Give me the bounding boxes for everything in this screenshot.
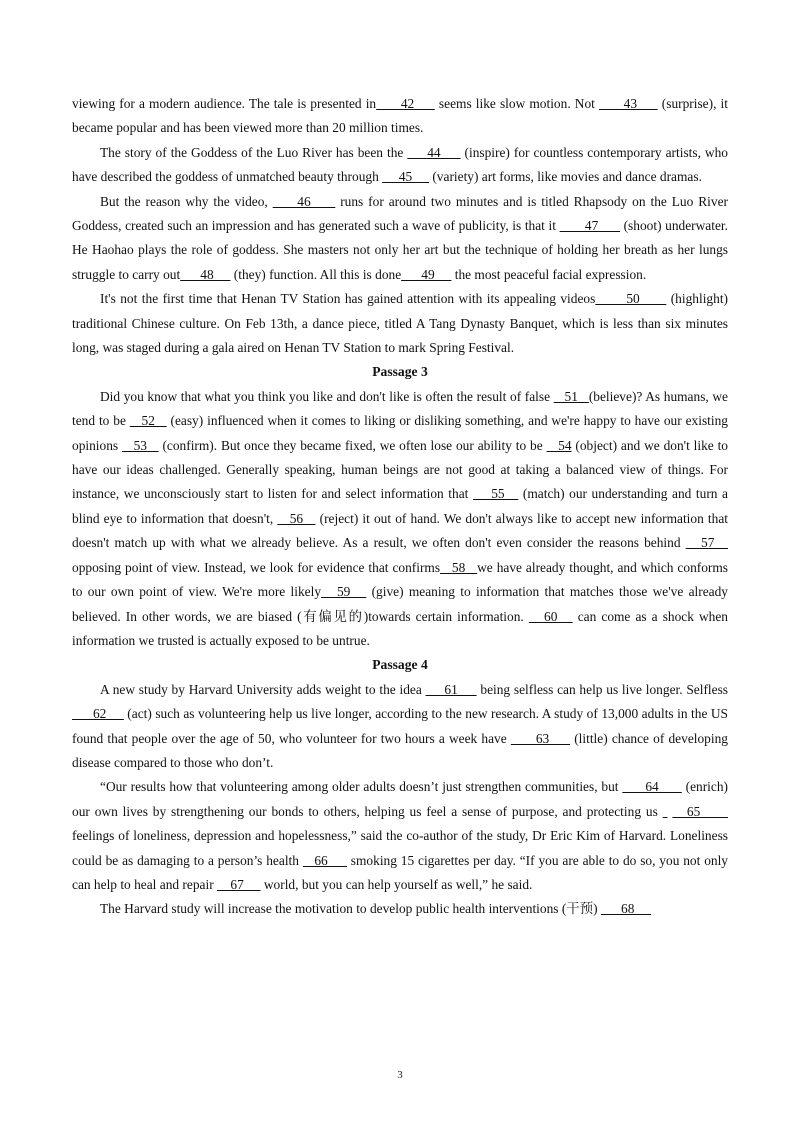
text-run: (enrich) our own lives by strengthening our bonds to others, helping us feel a sense of purpose, and protecting us [72, 779, 728, 819]
answer-blank[interactable]: 56 [277, 510, 316, 526]
text-run: The Harvard study will increase the motivation to develop public health interventions (干预) [100, 901, 601, 917]
paragraph [72, 897, 728, 921]
text-run: (object) and we don't like to have our ideas challenged. Generally speaking, human beings are not good at taking a balanced view of things. For instance, we unconsciously start to listen for and select information that [72, 437, 729, 502]
text-run: smoking 15 cigarettes per day. “If you are able to do so, you not only can help to heal and repair [72, 852, 728, 892]
text-run: (little) chance of developing disease compared to those who don’t. [72, 730, 728, 770]
answer-blank[interactable]: 55 [472, 486, 519, 502]
text-run: (shoot) underwater. He Haohao plays the role of goddess. She masters not only her art but the technique of holding her breath as her lungs struggle to carry out [72, 218, 728, 282]
text-run: (give) meaning to information that matches those we've already believed. In other words, we are biased (有偏见的)towards certain information. [72, 584, 728, 624]
text-run: (variety) art forms, like movies and dance dramas. [429, 169, 702, 185]
answer-blank[interactable]: 45 [382, 169, 429, 185]
text-run: (highlight) traditional Chinese culture. On Feb 13th, a dance piece, titled A Tang Dynasty Banquet, which is less than six minutes long, was staged during a gala aired on Henan TV Station to mark Spring Festival. [72, 291, 729, 356]
text-run: Did you know that what you think you like and don't like is often the result of false [100, 388, 554, 404]
answer-blank[interactable] [663, 804, 668, 819]
passage-heading: Passage 4 [372, 657, 428, 673]
text-run: (reject) it out of hand. We don't always like to accept new information that doesn't match up with what we already believe. As a result, we often don't even consider the reasons behind [72, 510, 728, 551]
text-run: viewing for a modern audience. The tale is presented in [72, 96, 377, 111]
text-run: (they) function. All this is done [230, 266, 402, 282]
answer-blank[interactable]: 63 [510, 730, 571, 746]
answer-blank[interactable]: 65 [672, 803, 728, 819]
answer-blank[interactable]: 49 [401, 266, 452, 282]
text-run: world, but you can help yourself as well,” he said. [260, 876, 533, 892]
answer-blank[interactable]: 44 [407, 144, 461, 160]
text-run: (confirm). But once they became fixed, we often lose our ability to be [158, 437, 547, 453]
text-run: A new study by Harvard University adds weight to the idea [100, 681, 426, 697]
paragraph [72, 775, 728, 897]
answer-blank[interactable]: 57 [685, 535, 728, 551]
answer-blank[interactable]: 58 [440, 559, 478, 575]
paragraph [72, 92, 728, 141]
text-run: seems like slow motion. Not [434, 96, 599, 111]
answer-blank[interactable]: 48 [180, 266, 231, 282]
answer-blank[interactable]: 67 [217, 876, 261, 892]
answer-blank[interactable]: 42 [376, 96, 435, 111]
text-run: (inspire) for countless contemporary artists, who have described the goddess of unmatched beauty through [72, 144, 728, 185]
text-run: we have already thought, and which conforms to our own point of view. We're more likely [72, 559, 729, 600]
answer-blank[interactable]: 50 [595, 291, 667, 307]
answer-blank[interactable]: 52 [129, 413, 167, 429]
text-run: (believe)? As humans, we tend to be [72, 388, 728, 429]
paragraph [72, 678, 728, 776]
paragraph [72, 141, 728, 190]
text-run: being selfless can help us live longer. Selfless [476, 681, 729, 697]
answer-blank[interactable]: 68 [600, 901, 652, 917]
paragraph [72, 385, 728, 653]
answer-blank[interactable]: 59 [321, 584, 367, 600]
text-run: (act) such as volunteering help us live longer, according to the new research. A study of 13,000 adults in the US found that people over the age of 50, who volunteer for two hours a week have [72, 706, 728, 746]
text-run: feelings of loneliness, depression and hopelessness,” said the co-author of the study, Dr Eric Kim of Harvard. Loneliness could be as damaging to a person’s health [72, 828, 728, 868]
text-run: (easy) influenced when it comes to liking or disliking something, and we're happy to have our existing opinions [72, 413, 728, 453]
answer-blank[interactable]: 47 [559, 218, 620, 234]
text-run: “Our results how that volunteering among older adults doesn’t just strengthen communities, but [100, 779, 623, 795]
text-run: (surprise), it became popular and has been viewed more than 20 million times. [72, 96, 728, 136]
text-run: (match) our understanding and turn a blind eye to information that doesn't, [72, 486, 728, 526]
answer-blank[interactable]: 53 [122, 437, 159, 453]
text-run: The story of the Goddess of the Luo River has been the [100, 144, 408, 160]
answer-blank[interactable]: 66 [302, 852, 347, 868]
page-number: 3 [397, 1069, 403, 1081]
text-run: It's not the first time that Henan TV Station has gained attention with its appealing videos [100, 291, 596, 307]
paragraph [72, 190, 728, 288]
document-body [72, 92, 728, 922]
text-run: runs for around two minutes and is titled Rhapsody on the Luo River Goddess, created such an impression and has generated such a wave of publicity, is that it [72, 193, 728, 234]
answer-blank[interactable]: 60 [528, 608, 573, 624]
text-run: But the reason why the video, [100, 193, 273, 209]
answer-blank[interactable]: 46 [272, 193, 336, 209]
answer-blank[interactable]: 51 [553, 388, 589, 404]
answer-blank[interactable]: 43 [598, 96, 658, 111]
text-run: the most peaceful facial expression. [451, 266, 647, 282]
answer-blank[interactable]: 62 [72, 706, 124, 722]
text-run: can come as a shock when information we trusted is actually exposed to be untrue. [72, 608, 729, 648]
text-run: opposing point of view. Instead, we look for evidence that confirms [72, 559, 441, 575]
answer-blank[interactable]: 61 [425, 681, 477, 697]
paragraph [72, 287, 728, 360]
answer-blank[interactable]: 64 [622, 779, 682, 795]
answer-blank[interactable]: 54 [546, 437, 572, 453]
passage-heading: Passage 3 [372, 364, 428, 380]
